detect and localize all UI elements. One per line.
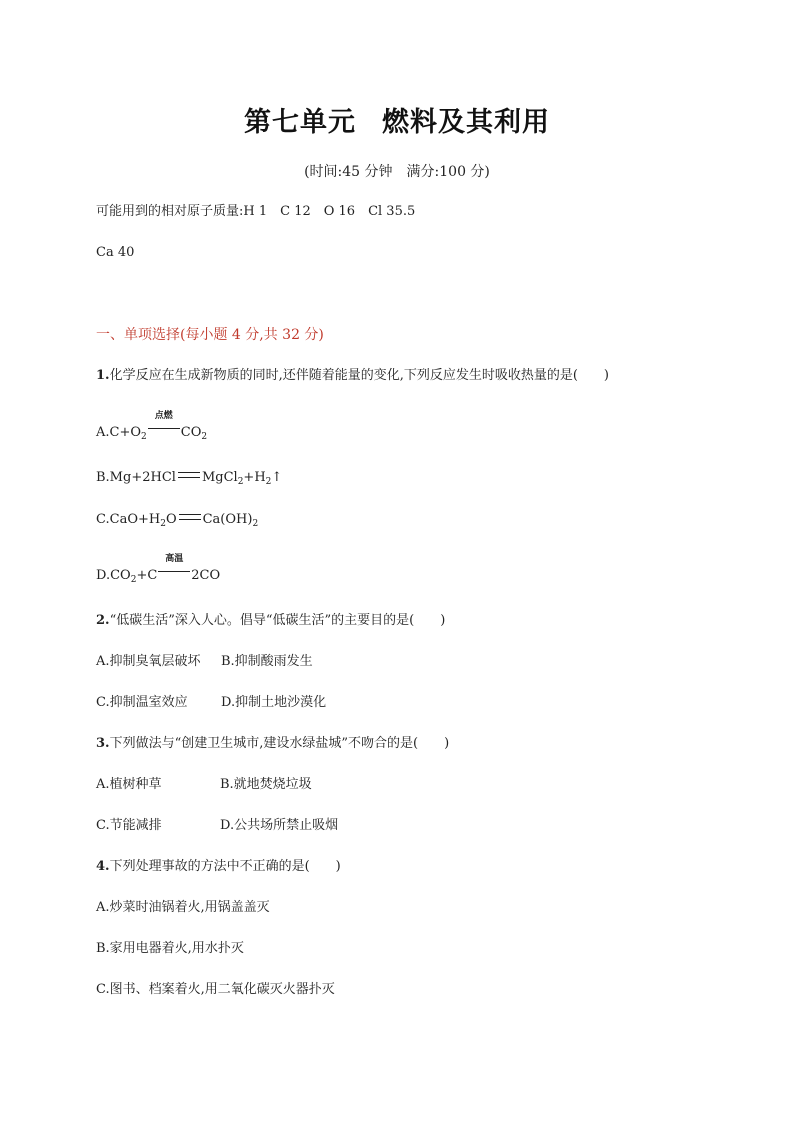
atomic-masses-line1: 可能用到的相对原子质量:H 1 C 12 O 16 Cl 35.5 [96,204,416,219]
q1-option-a: $A.C+O_2$ 点燃 $CO_2$ [96,411,208,442]
q2-options-row2 [96,694,326,712]
q2-option-a: A.抑制臭氧层破坏 [96,654,201,669]
q4-option-a: A.炒菜时油锅着火,用锅盖盖灭 [96,900,270,915]
q1-option-d: $D.CO_2+C$ 高温 2CO [96,554,221,585]
equals-sign [179,514,201,520]
question-3 [96,735,449,753]
reaction-condition: 点燃 [147,423,181,435]
q1-option-b: B.Mg+2HCl $MgCl_2+H_2↑$ [96,470,283,487]
title-topic: 燃料及其利用 [382,107,550,138]
q3-option-b: B.就地焚烧垃圾 [220,777,312,792]
question-4 [96,858,341,876]
equals-sign [178,472,200,478]
question-number: 4. [96,859,110,874]
atomic-masses-line2: Ca 40 [96,245,135,260]
section-heading: 一、单项选择(每小题 4 分,共 32 分) [96,327,324,343]
question-text: 下列处理事故的方法中不正确的是( ) [109,859,341,874]
question-1 [96,367,609,385]
page-title [0,100,794,139]
q3-options-row1 [96,776,312,794]
q3-options-row2 [96,817,338,835]
exam-score: 满分:100 分) [406,164,490,180]
question-text: 下列做法与“创建卫生城市,建设水绿盐城”不吻合的是( ) [109,736,450,751]
question-number: 1. [96,368,110,383]
q2-option-d: D.抑制土地沙漠化 [221,695,327,710]
q2-option-b: B.抑制酸雨发生 [221,654,313,669]
question-number: 2. [96,613,110,628]
q4-option-c: C.图书、档案着火,用二氧化碳灭火器扑灭 [96,982,335,997]
q3-option-c: C.节能减排 [96,818,162,833]
q2-option-c: C.抑制温室效应 [96,695,188,710]
question-number: 3. [96,736,110,751]
exam-time: (时间:45 分钟 [304,164,393,180]
question-text: 化学反应在生成新物质的同时,还伴随着能量的变化,下列反应发生时吸收热量的是( ) [109,368,609,383]
q3-option-d: D.公共场所禁止吸烟 [220,818,339,833]
gas-arrow-icon: ↑ [271,470,283,485]
question-text: “低碳生活”深入人心。倡导“低碳生活”的主要目的是( ) [109,613,446,628]
q3-option-a: A.植树种草 [96,777,162,792]
q4-option-b: B.家用电器着火,用水扑灭 [96,941,244,956]
q2-options-row1 [96,653,313,671]
reaction-condition: 高温 [157,566,191,578]
q1-option-c: $C.CaO+H_2O$ $Ca(OH)_2$ [96,512,259,529]
title-unit: 第七单元 [244,107,356,138]
exam-info [0,161,794,181]
question-2 [96,612,445,630]
